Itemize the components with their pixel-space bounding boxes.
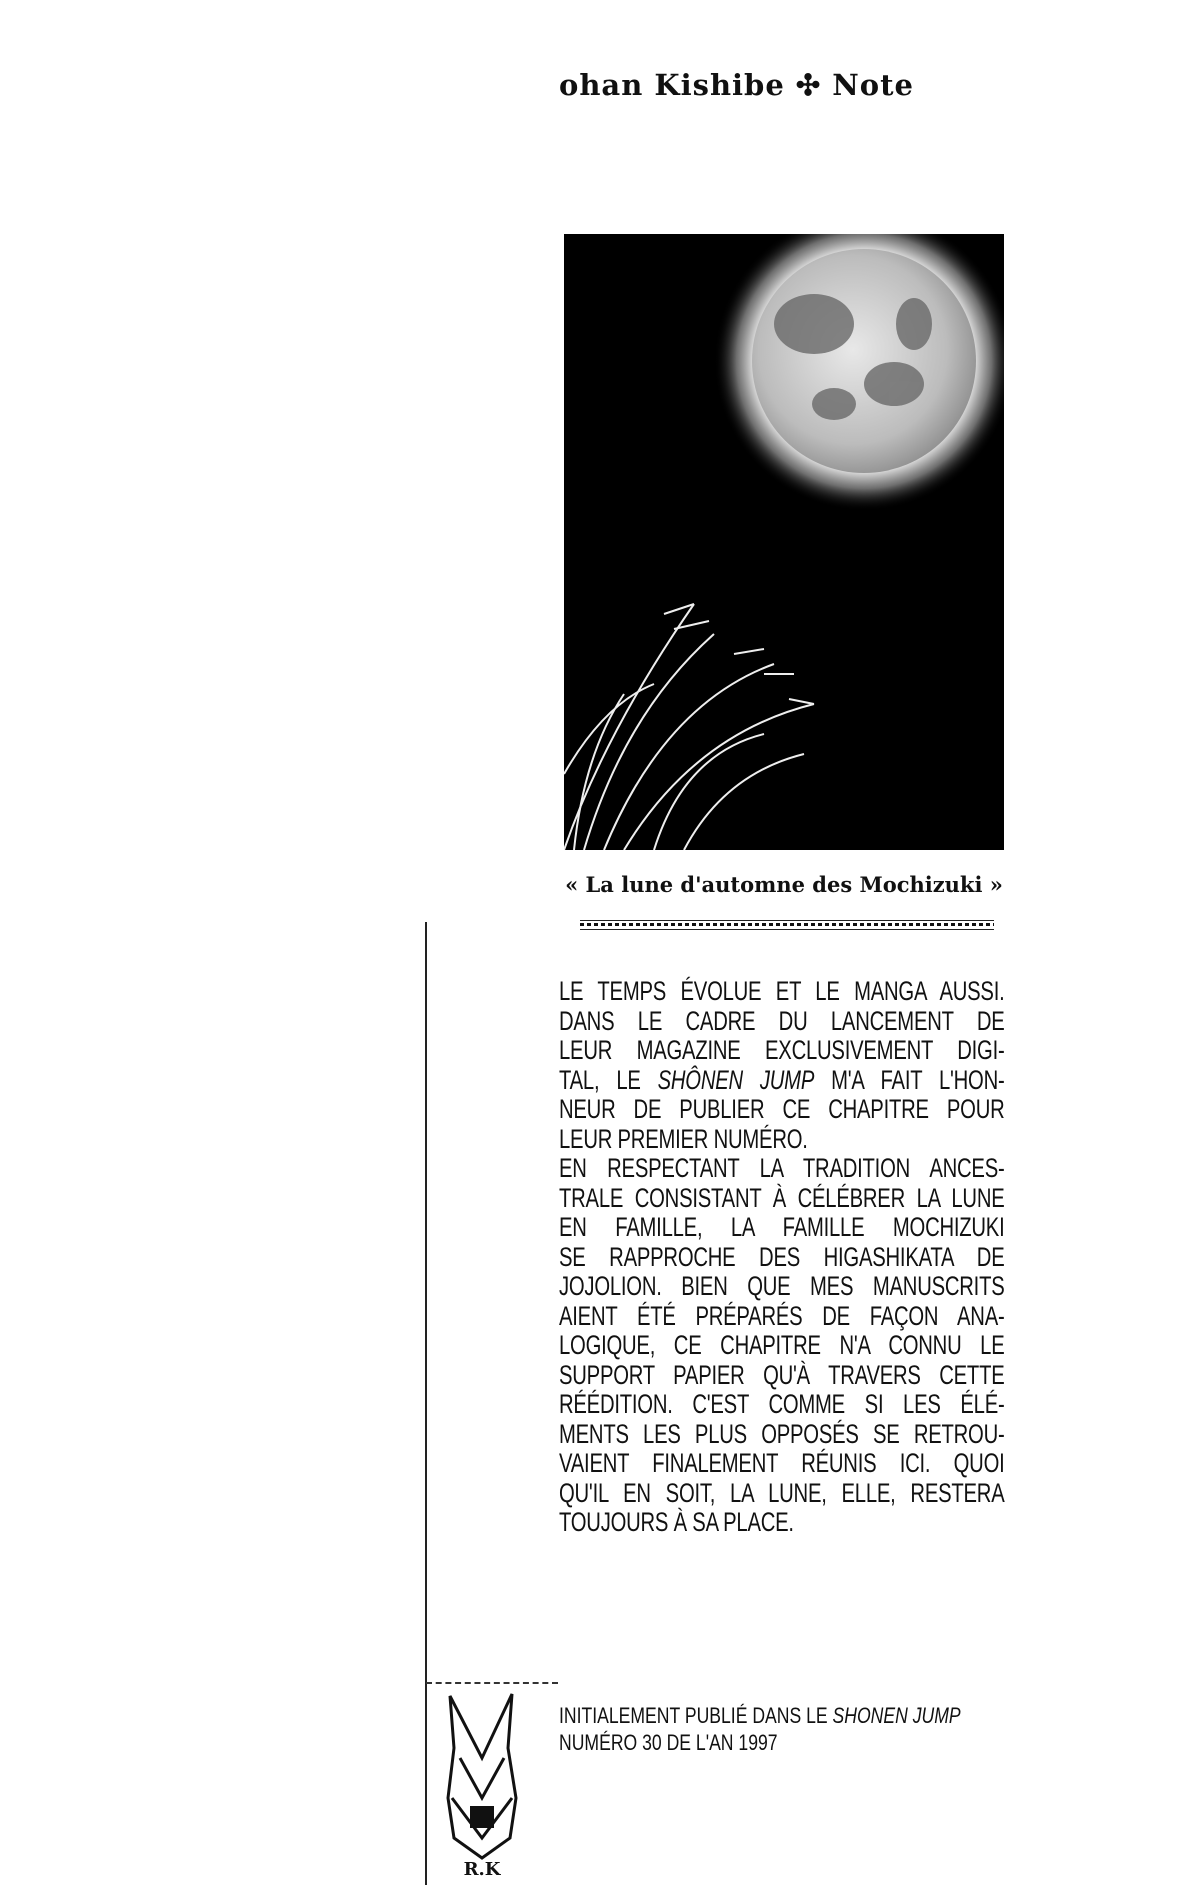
- body-line: TRALE CONSISTANT À CÉLÉBRER LA LUNE: [559, 1182, 1005, 1213]
- body-line: RÉÉDITION. C'EST COMME SI LES ÉLÉ-: [559, 1389, 1005, 1419]
- body-line: TAL, LE SHÔNEN JUMP M'A FAIT L'HON-: [559, 1064, 1005, 1095]
- body-line: MENTS LES PLUS OPPOSÉS SE RETROU-: [559, 1418, 1005, 1449]
- decorative-dotted-rule: [580, 920, 994, 930]
- publication-prefix: INITIALEMENT PUBLIÉ DANS LE: [559, 1703, 833, 1728]
- note-body-text: [559, 977, 1005, 1538]
- body-line: DANS LE CADRE DU LANCEMENT DE: [559, 1005, 1005, 1036]
- running-header: ohan Kishibe ✣ Note: [559, 68, 914, 102]
- illustration-caption: « La lune d'automne des Mochizuki »: [565, 872, 1003, 897]
- moon: [752, 249, 976, 473]
- pampas-grass: [564, 604, 814, 850]
- body-line: EN FAMILLE, LA FAMILLE MOCHIZUKI: [559, 1212, 1005, 1242]
- moon-illustration: [564, 234, 1004, 850]
- margin-vertical-line: [425, 922, 427, 1885]
- body-line: SUPPORT PAPIER QU'À TRAVERS CETTE: [559, 1359, 1005, 1390]
- dashed-separator: [426, 1682, 558, 1684]
- body-line: AIENT ÉTÉ PRÉPARÉS DE FAÇON ANA-: [559, 1300, 1005, 1331]
- magazine-title: SHONEN JUMP: [832, 1703, 961, 1728]
- body-line: LE TEMPS ÉVOLUE ET LE MANGA AUSSI.: [559, 976, 1005, 1006]
- body-line: TOUJOURS À SA PLACE.: [559, 1507, 794, 1537]
- body-line: VAIENT FINALEMENT RÉUNIS ICI. QUOI: [559, 1448, 1005, 1478]
- body-line: QU'IL EN SOIT, LA LUNE, ELLE, RESTERA: [559, 1477, 1005, 1508]
- body-line: SE RAPPROCHE DES HIGASHIKATA DE: [559, 1241, 1005, 1272]
- publication-note: [559, 1702, 959, 1756]
- publication-line-1: [559, 1702, 959, 1729]
- rk-crest-logo: [446, 1688, 518, 1880]
- logo-initials: R.K: [463, 1859, 501, 1880]
- moon-grass-drawing: [564, 234, 1004, 850]
- body-line: LEUR MAGAZINE EXCLUSIVEMENT DIGI-: [559, 1035, 1005, 1065]
- publication-line-2: NUMÉRO 30 DE L'AN 1997: [559, 1730, 778, 1755]
- body-line: NEUR DE PUBLIER CE CHAPITRE POUR: [559, 1094, 1005, 1124]
- body-line: EN RESPECTANT LA TRADITION ANCES-: [559, 1153, 1005, 1183]
- body-line: LOGIQUE, CE CHAPITRE N'A CONNU LE: [559, 1330, 1005, 1360]
- body-line: JOJOLION. BIEN QUE MES MANUSCRITS: [559, 1271, 1005, 1301]
- body-line: LEUR PREMIER NUMÉRO.: [559, 1123, 808, 1154]
